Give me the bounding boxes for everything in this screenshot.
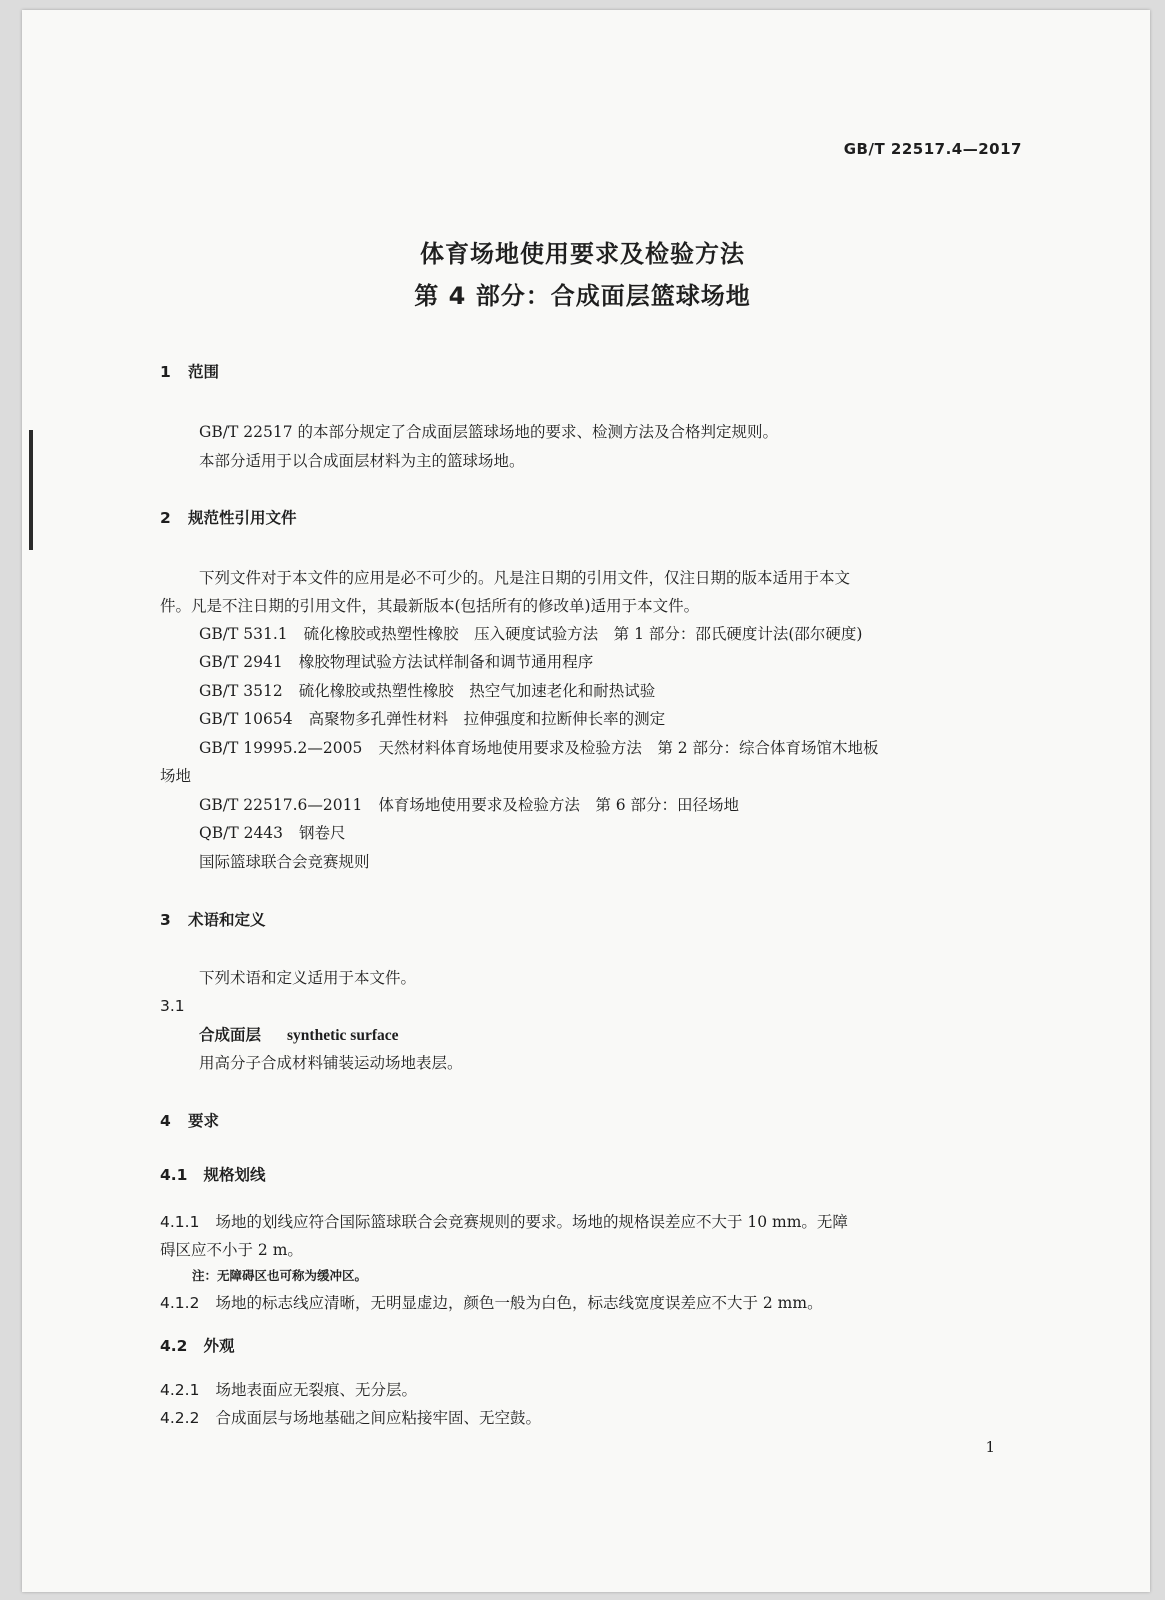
reference-continuation: 场地 bbox=[160, 767, 192, 785]
reference-item bbox=[199, 795, 739, 815]
section-number: 1 bbox=[160, 363, 171, 381]
reference-code: GB/T 10654 bbox=[199, 710, 293, 728]
reference-item bbox=[199, 709, 665, 729]
reference-item bbox=[199, 738, 879, 758]
reference-title: 体育场地使用要求及检验方法 第 6 部分：田径场地 bbox=[378, 796, 740, 814]
reference-title: 国际篮球联合会竞赛规则 bbox=[199, 853, 370, 871]
reference-code: GB/T 22517.6—2011 bbox=[199, 796, 363, 814]
reference-code: GB/T 2941 bbox=[199, 653, 283, 671]
section-number: 2 bbox=[160, 509, 171, 527]
term-name: 合成面层 bbox=[199, 1026, 262, 1044]
section-title: 规范性引用文件 bbox=[188, 509, 297, 527]
subsection-4-2-heading bbox=[160, 1336, 234, 1356]
scope-paragraph-1: GB/T 22517 的本部分规定了合成面层篮球场地的要求、检测方法及合格判定规则。 bbox=[199, 423, 778, 441]
section-title: 术语和定义 bbox=[188, 911, 266, 929]
reference-item bbox=[199, 852, 370, 872]
note: 注：无障碍区也可称为缓冲区。 bbox=[192, 1268, 368, 1283]
subsection-4-1-heading bbox=[160, 1165, 265, 1185]
section-title: 要求 bbox=[188, 1112, 220, 1130]
term-definition: 用高分子合成材料铺装运动场地表层。 bbox=[199, 1054, 463, 1072]
standard-number: GB/T 22517.4—2017 bbox=[843, 140, 1022, 158]
reference-item bbox=[199, 823, 346, 843]
clause-4-1-1-continuation: 碍区应不小于 2 m。 bbox=[160, 1241, 303, 1259]
clause-number: 4.2.1 bbox=[160, 1381, 200, 1399]
clause-number: 4.2.2 bbox=[160, 1409, 200, 1427]
subsection-title: 规格划线 bbox=[203, 1166, 266, 1184]
page-number: 1 bbox=[985, 1438, 995, 1456]
reference-title: 钢卷尺 bbox=[299, 824, 346, 842]
section-number: 4 bbox=[160, 1112, 171, 1130]
document-subtitle: 第 4 部分：合成面层篮球场地 bbox=[414, 282, 751, 310]
subsection-number: 4.1 bbox=[160, 1166, 188, 1184]
section-2-heading bbox=[160, 508, 297, 528]
reference-title: 硫化橡胶或热塑性橡胶 压入硬度试验方法 第 1 部分：邵氏硬度计法(邵尔硬度) bbox=[303, 625, 863, 643]
clause-text: 场地表面应无裂痕、无分层。 bbox=[215, 1381, 417, 1399]
section-1-heading bbox=[160, 362, 219, 382]
term-english: synthetic surface bbox=[287, 1027, 399, 1044]
terms-intro: 下列术语和定义适用于本文件。 bbox=[199, 969, 417, 987]
references-intro-line-2: 件。凡是不注日期的引用文件，其最新版本(包括所有的修改单)适用于本文件。 bbox=[160, 597, 700, 615]
clause-text: 场地的划线应符合国际篮球联合会竞赛规则的要求。场地的规格误差应不大于 10 mm。无障 bbox=[215, 1213, 848, 1231]
clause-4-2-1 bbox=[160, 1380, 417, 1400]
reference-code: QB/T 2443 bbox=[199, 824, 284, 842]
subsection-title: 外观 bbox=[203, 1337, 235, 1355]
section-4-heading bbox=[160, 1111, 219, 1131]
reference-code: GB/T 531.1 bbox=[199, 625, 288, 643]
section-3-heading bbox=[160, 910, 266, 930]
section-title: 范围 bbox=[188, 363, 220, 381]
reference-code: GB/T 3512 bbox=[199, 682, 283, 700]
section-number: 3 bbox=[160, 911, 171, 929]
term-number: 3.1 bbox=[160, 997, 185, 1015]
clause-4-1-2 bbox=[160, 1293, 823, 1313]
reference-item bbox=[199, 681, 655, 701]
term-entry bbox=[199, 1025, 399, 1046]
references-intro-line-1: 下列文件对于本文件的应用是必不可少的。凡是注日期的引用文件，仅注日期的版本适用于本文 bbox=[199, 569, 851, 587]
reference-title: 橡胶物理试验方法试样制备和调节通用程序 bbox=[298, 653, 594, 671]
reference-item bbox=[199, 624, 862, 644]
clause-number: 4.1.1 bbox=[160, 1213, 200, 1231]
reference-code: GB/T 19995.2—2005 bbox=[199, 739, 363, 757]
clause-number: 4.1.2 bbox=[160, 1294, 200, 1312]
clause-4-2-2 bbox=[160, 1408, 541, 1428]
reference-title: 天然材料体育场地使用要求及检验方法 第 2 部分：综合体育场馆木地板 bbox=[378, 739, 879, 757]
clause-text: 场地的标志线应清晰，无明显虚边，颜色一般为白色，标志线宽度误差应不大于 2 mm。 bbox=[215, 1294, 823, 1312]
clause-text: 合成面层与场地基础之间应粘接牢固、无空鼓。 bbox=[215, 1409, 541, 1427]
document-title: 体育场地使用要求及检验方法 bbox=[420, 240, 745, 268]
reference-title: 高聚物多孔弹性材料 拉伸强度和拉断伸长率的测定 bbox=[308, 710, 666, 728]
clause-4-1-1 bbox=[160, 1212, 848, 1232]
scope-paragraph-2: 本部分适用于以合成面层材料为主的篮球场地。 bbox=[199, 452, 525, 470]
scan-edge-mark bbox=[29, 430, 33, 550]
reference-title: 硫化橡胶或热塑性橡胶 热空气加速老化和耐热试验 bbox=[298, 682, 656, 700]
reference-item bbox=[199, 652, 593, 672]
subsection-number: 4.2 bbox=[160, 1337, 188, 1355]
